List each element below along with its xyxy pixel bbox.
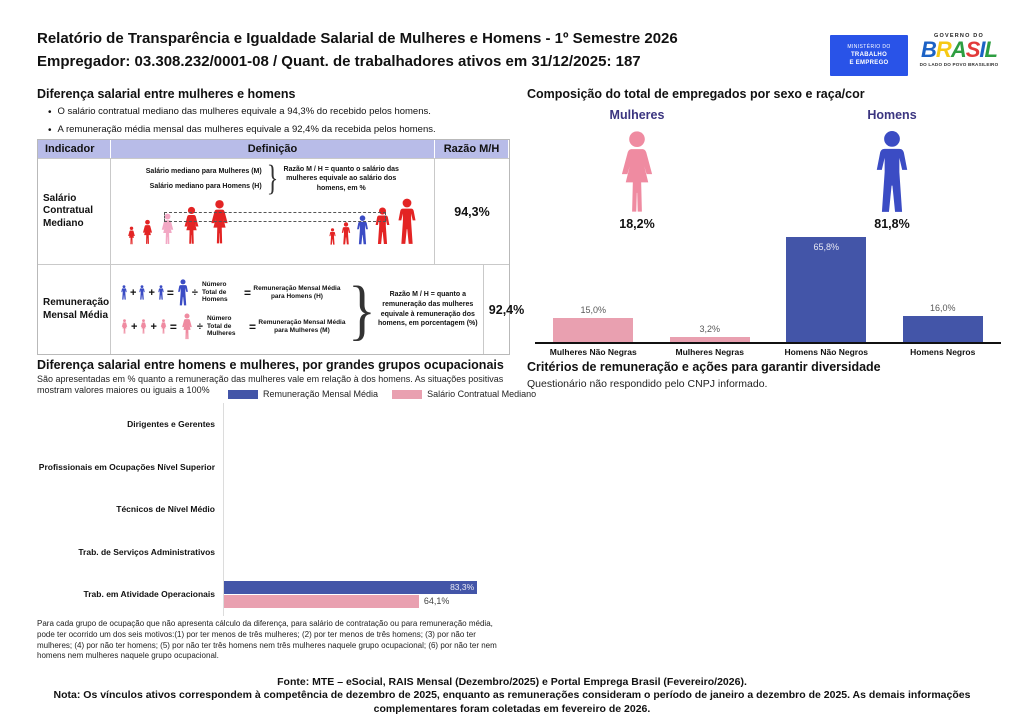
ministry-logo-line3: E EMPREGO (849, 59, 889, 66)
bullet-average-salary: • A remuneração média mensal das mulheres equivale a 92,4% da recebida pelos homens. (48, 122, 508, 140)
ministry-logo-line1: MINISTÉRIO DO (847, 43, 891, 50)
legend-label: Remuneração Mensal Média (263, 389, 379, 399)
man-icon (157, 285, 165, 300)
bar-line (224, 510, 515, 523)
bar-value-label: 3,2% (699, 323, 720, 334)
woman-icon (139, 319, 148, 334)
average-ratio-note: Razão M / H = quanto a remuneração das mulheres equivale à remuneração dos homens, em porcentagem (%) (378, 290, 478, 328)
criteria-text: Questionário não respondido pelo CNPJ informado. (527, 378, 768, 390)
plus-icon: + (150, 320, 157, 333)
bar-line (224, 581, 515, 594)
gov-brand-letter: B (921, 37, 936, 62)
occupation-row (37, 446, 515, 489)
man-icon (328, 228, 337, 245)
legend-item (392, 389, 536, 399)
bar-value-label: 16,0% (929, 303, 956, 314)
median-comparison-figure (116, 195, 429, 245)
women-divisor-label: Número Total de Mulheres (206, 314, 236, 338)
bar-line (224, 538, 515, 551)
gov-logo-tagline: DO LADO DO POVO BRASILEIRO (919, 62, 999, 67)
occupation-row (37, 531, 515, 574)
plus-icon: + (131, 320, 138, 333)
report-header (37, 27, 797, 74)
man-icon (395, 198, 419, 245)
occupation-row (37, 403, 515, 446)
brace-icon: } (347, 271, 376, 347)
occupation-label: Trab. em Atividade Operacionais (83, 589, 215, 600)
legend-label: Salário Contratual Mediano (427, 389, 537, 399)
indicator-label: Salário Contratual Mediano (38, 159, 111, 264)
occupation-label: Trab. de Serviços Administrativos (78, 546, 215, 557)
equals-icon: = (248, 319, 256, 334)
indicator-table (37, 139, 525, 355)
bar-slot (535, 305, 652, 342)
occupation-row (37, 488, 515, 531)
men-label: Homens (867, 108, 917, 122)
col-header-indicador: Indicador (38, 140, 111, 158)
col-header-definicao: Definição (111, 140, 435, 158)
footer-note: Nota: Os vínculos ativos correspondem à competência de dezembro de 2025, enquanto as remunerações consideram o período de janeiro a dezembro de 2025. As demais informações complementares foram coletadas em fevereiro de 2026. (53, 689, 971, 715)
equals-icon: = (166, 285, 174, 300)
divide-icon: ÷ (191, 286, 198, 299)
women-result-label: Remuneração Mensal Média para Mulheres (M) (258, 318, 346, 334)
bar (224, 581, 477, 594)
man-icon (120, 285, 128, 300)
occupation-bars (223, 531, 515, 574)
occupation-bars (223, 403, 515, 446)
bullet-median-salary: • O salário contratual mediano das mulheres equivale a 94,3% do recebido pelos homens. (48, 104, 508, 122)
section-heading-occupational: Diferença salarial entre homens e mulheres, por grandes grupos ocupacionais (37, 358, 504, 372)
composition-bars (535, 230, 1001, 344)
brace-icon: } (266, 158, 279, 198)
composition-categories (535, 344, 1001, 357)
women-average-formula (120, 313, 346, 340)
page-title: Relatório de Transparência e Igualdade Salarial de Mulheres e Homens - 1º Semestre 2026 (37, 30, 678, 47)
salary-gap-bullets (48, 104, 508, 139)
woman-icon (126, 226, 137, 245)
men-divisor-label: Número Total de Homens (201, 280, 228, 304)
men-result-label: Remuneração Mensal Média para Homens (H) (253, 284, 341, 300)
occupation-label: Dirigentes e Gerentes (127, 419, 215, 430)
divide-icon: ÷ (196, 320, 203, 333)
occupation-bars (223, 488, 515, 531)
woman-icon (206, 199, 233, 245)
men-percentage: 81,8% (874, 217, 910, 231)
legend-swatch (392, 390, 422, 399)
ratio-value-median: 94,3% (454, 204, 490, 219)
section-heading-composition: Composição do total de empregados por sexo e raça/cor (527, 87, 865, 101)
equals-icon: = (243, 285, 251, 300)
ministry-logo-line2: TRABALHO (850, 51, 888, 58)
report-footer (0, 676, 1024, 716)
man-icon (138, 285, 146, 300)
occupational-subtitle: São apresentadas em % quanto a remuneração das mulheres vale em relação à dos homens. As situações positivas mostram valores maiores ou iguais a 100% (37, 374, 504, 396)
bar-line (224, 496, 515, 509)
median-definition (116, 158, 429, 198)
women-figures-group (126, 199, 233, 245)
occupation-row (37, 573, 515, 616)
ratio-value-average: 92,4% (488, 302, 525, 317)
woman-icon (179, 313, 195, 340)
bar-value-label: 15,0% (580, 305, 607, 315)
gov-brand-letter: S (965, 37, 980, 62)
women-composition-block (572, 108, 702, 231)
occupation-bars (223, 573, 515, 616)
bar (553, 318, 633, 342)
man-icon (176, 279, 190, 306)
bar-value-label: 64,1% (423, 596, 450, 607)
equals-icon: = (169, 319, 177, 334)
plus-icon: + (130, 286, 137, 299)
bar (224, 595, 419, 608)
bar-line (224, 453, 515, 466)
bar-value-label: 65,8% (813, 241, 840, 252)
formulas (120, 279, 346, 340)
bar (903, 316, 983, 342)
gov-brand-letter: R (935, 37, 951, 62)
woman-icon (140, 219, 155, 245)
bar-value-label: 83,3% (450, 582, 475, 593)
occupation-bars (223, 446, 515, 489)
bar-category-label: Homens Negros (910, 347, 976, 357)
median-ratio-note: Razão M / H = quanto o salário das mulheres equivale ao salário dos homens, em % (283, 166, 399, 192)
indicator-label: Remuneração Mensal Média (38, 265, 111, 354)
average-definition (116, 268, 478, 351)
men-average-formula (120, 279, 346, 306)
occupational-footnote: Para cada grupo de ocupação que não apresenta cálculo da diferença, para salário de contratação ou para remuneração média, pode ter ocorrido um dos seis motivos:(1) por ter menos de três mulheres; (2) por ter menos de três homens; (3) por não ter mulheres; (4) por não ter homens; (5) por não ter três homens nem três mulheres naquele grupo ocupacional; (6) por não ter nem homens nem mulheres naquele grupo ocupacional. (37, 619, 497, 661)
bar-line (224, 411, 515, 424)
bar (670, 337, 750, 342)
plus-icon: + (148, 286, 155, 299)
gov-brasil-logo (915, 33, 1003, 67)
table-row-salario-mediano (38, 158, 509, 264)
legend-item (228, 389, 378, 399)
bar-line (224, 552, 515, 565)
legend-swatch (228, 390, 258, 399)
composition-chart (535, 230, 1001, 357)
gov-brand-letter: A (950, 37, 966, 62)
women-percentage: 18,2% (619, 217, 655, 231)
section-heading-salary-gap: Diferença salarial entre mulheres e homens (37, 87, 296, 101)
gov-logo-top-text: GOVERNO DO (934, 33, 984, 39)
col-header-razao: Razão M/H (435, 140, 509, 158)
definition-cell (111, 159, 435, 264)
gov-brand-letter: I (979, 37, 985, 62)
occupational-chart (37, 403, 515, 616)
bar-category-label: Homens Não Negros (784, 347, 869, 357)
women-label: Mulheres (609, 108, 665, 122)
gov-brand (915, 39, 1003, 61)
bar-line (224, 595, 515, 608)
occupation-label: Técnicos de Nível Médio (116, 504, 215, 515)
table-header-row (38, 140, 509, 158)
gov-brand-letter: L (984, 37, 997, 62)
bar (786, 237, 866, 342)
woman-icon (120, 319, 129, 334)
man-icon (340, 222, 352, 245)
median-lines (146, 168, 262, 190)
employer-subtitle: Empregador: 03.308.232/0001-08 / Quant. de trabalhadores ativos em 31/12/2025: 187 (37, 53, 641, 71)
men-composition-block (827, 108, 957, 231)
bar-slot (768, 237, 885, 342)
bar-slot (885, 303, 1002, 342)
ministry-logo (830, 35, 908, 76)
median-dashed-lines-icon (164, 212, 386, 222)
woman-icon (612, 130, 662, 214)
bar-slot (652, 324, 769, 342)
bar-line (224, 467, 515, 480)
definition-cell (111, 265, 484, 354)
bar-category-label: Mulheres Não Negras (549, 347, 637, 357)
occupation-label: Profissionais em Ocupações Nível Superior (38, 461, 215, 472)
footer-source: Fonte: MTE – eSocial, RAIS Mensal (Dezembro/2025) e Portal Emprega Brasil (Fevereiro/2026). (277, 676, 747, 688)
section-heading-criteria: Critérios de remuneração e ações para garantir diversidade (527, 360, 881, 374)
median-women-line: Salário mediano para Mulheres (M) (145, 168, 262, 176)
bar-line (224, 425, 515, 438)
median-men-line: Salário mediano para Homens (H) (149, 183, 262, 191)
man-icon (870, 130, 914, 214)
bar-category-label: Mulheres Negras (675, 347, 744, 357)
table-row-remuneracao-media (38, 264, 525, 354)
occupational-legend (228, 389, 536, 399)
woman-icon (159, 319, 168, 334)
